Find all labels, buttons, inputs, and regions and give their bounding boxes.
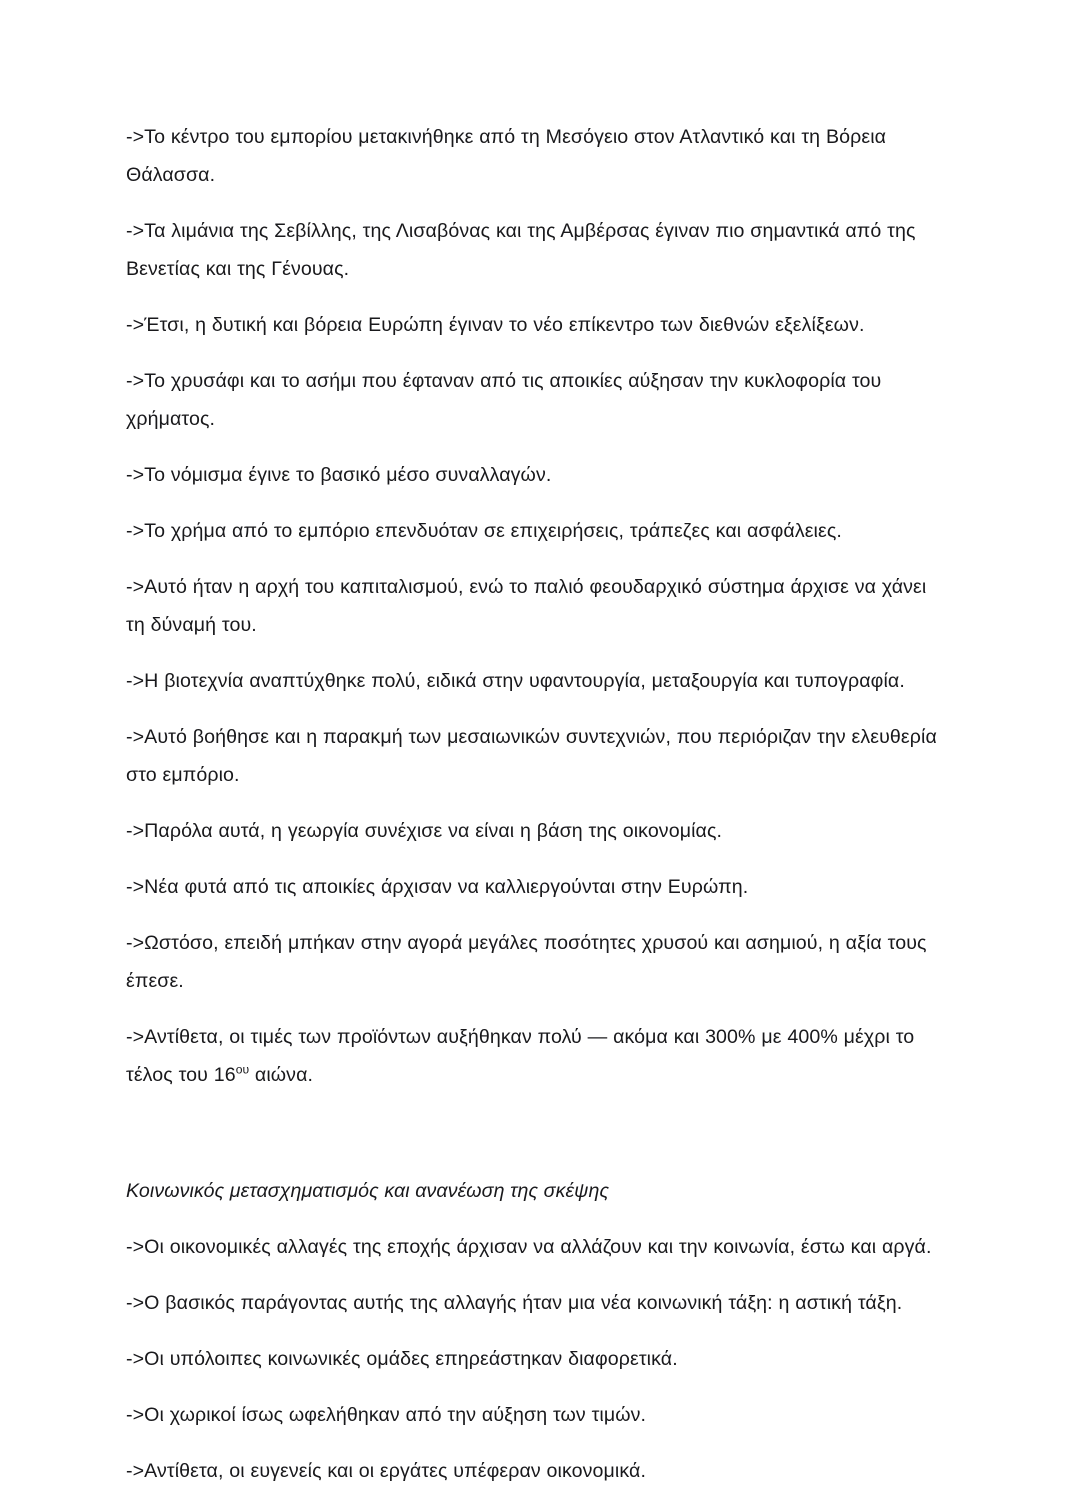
document-body bbox=[126, 118, 947, 1490]
paragraph-investment: ->Το χρήμα από το εμπόριο επενδυόταν σε επιχειρήσεις, τράπεζες και ασφάλειες. bbox=[126, 520, 842, 542]
paragraph-economic-changes: ->Οι οικονομικές αλλαγές της εποχής άρχισαν να αλλάζουν και την κοινωνία, έστω και αργά. bbox=[126, 1236, 932, 1258]
paragraph-crafts: ->Η βιοτεχνία αναπτύχθηκε πολύ, ειδικά στην υφαντουργία, μεταξουργία και τυπογραφία. bbox=[126, 670, 905, 692]
paragraph-gold-silver: ->Το χρυσάφι και το ασήμι που έφταναν από τις αποικίες αύξησαν την κυκλοφορία του χρήματος. bbox=[126, 370, 882, 430]
paragraph-price-rise bbox=[126, 1018, 947, 1094]
ordinal-superscript: ου bbox=[235, 1062, 250, 1077]
economy-section bbox=[126, 118, 947, 1094]
price-rise-lead: ->Αντίθετα, οι τιμές των προϊόντων αυξήθηκαν πολύ — ακόμα και 300% με 400% μέχρι το τέλος του 16 bbox=[126, 1026, 915, 1086]
paragraph-ports: ->Τα λιμάνια της Σεβίλλης, της Λισαβόνας και της Αμβέρσας έγιναν πιο σημαντικά από της Βενετίας και της Γένουας. bbox=[126, 220, 916, 280]
paragraph-guilds: ->Αυτό βοήθησε και η παρακμή των μεσαιωνικών συντεχνιών, που περιόριζαν την ελευθερία στο εμπόριο. bbox=[126, 726, 937, 786]
section-spacer bbox=[126, 1112, 947, 1172]
paragraph-currency: ->Το νόμισμα έγινε το βασικό μέσο συναλλαγών. bbox=[126, 464, 552, 486]
paragraph-bourgeoisie: ->Ο βασικός παράγοντας αυτής της αλλαγής ήταν μια νέα κοινωνική τάξη: η αστική τάξη. bbox=[126, 1292, 903, 1314]
paragraph-metal-value-drop: ->Ωστόσο, επειδή μπήκαν στην αγορά μεγάλες ποσότητες χρυσού και ασημιού, η αξία τους έπεσε. bbox=[126, 932, 927, 992]
section-heading-social: Κοινωνικός μετασχηματισμός και ανανέωση της σκέψης bbox=[126, 1180, 610, 1202]
price-rise-tail: αιώνα. bbox=[249, 1064, 314, 1086]
paragraph-peasants: ->Οι χωρικοί ίσως ωφελήθηκαν από την αύξηση των τιμών. bbox=[126, 1404, 647, 1426]
paragraph-trade-center: ->Το κέντρο του εμπορίου μετακινήθηκε από τη Μεσόγειο στον Ατλαντικό και τη Βόρεια Θάλασσα. bbox=[126, 126, 887, 186]
paragraph-new-plants: ->Νέα φυτά από τις αποικίες άρχισαν να καλλιεργούνται στην Ευρώπη. bbox=[126, 876, 749, 898]
paragraph-other-groups: ->Οι υπόλοιπες κοινωνικές ομάδες επηρεάστηκαν διαφορετικά. bbox=[126, 1348, 678, 1370]
paragraph-capitalism: ->Αυτό ήταν η αρχή του καπιταλισμού, ενώ το παλιό φεουδαρχικό σύστημα άρχισε να χάνει τη δύναμή του. bbox=[126, 576, 927, 636]
social-section bbox=[126, 1172, 947, 1490]
paragraph-agriculture: ->Παρόλα αυτά, η γεωργία συνέχισε να είναι η βάση της οικονομίας. bbox=[126, 820, 723, 842]
paragraph-nobles-workers: ->Αντίθετα, οι ευγενείς και οι εργάτες υπέφεραν οικονομικά. bbox=[126, 1460, 646, 1482]
paragraph-western-europe: ->Έτσι, η δυτική και βόρεια Ευρώπη έγιναν το νέο επίκεντρο των διεθνών εξελίξεων. bbox=[126, 314, 865, 336]
